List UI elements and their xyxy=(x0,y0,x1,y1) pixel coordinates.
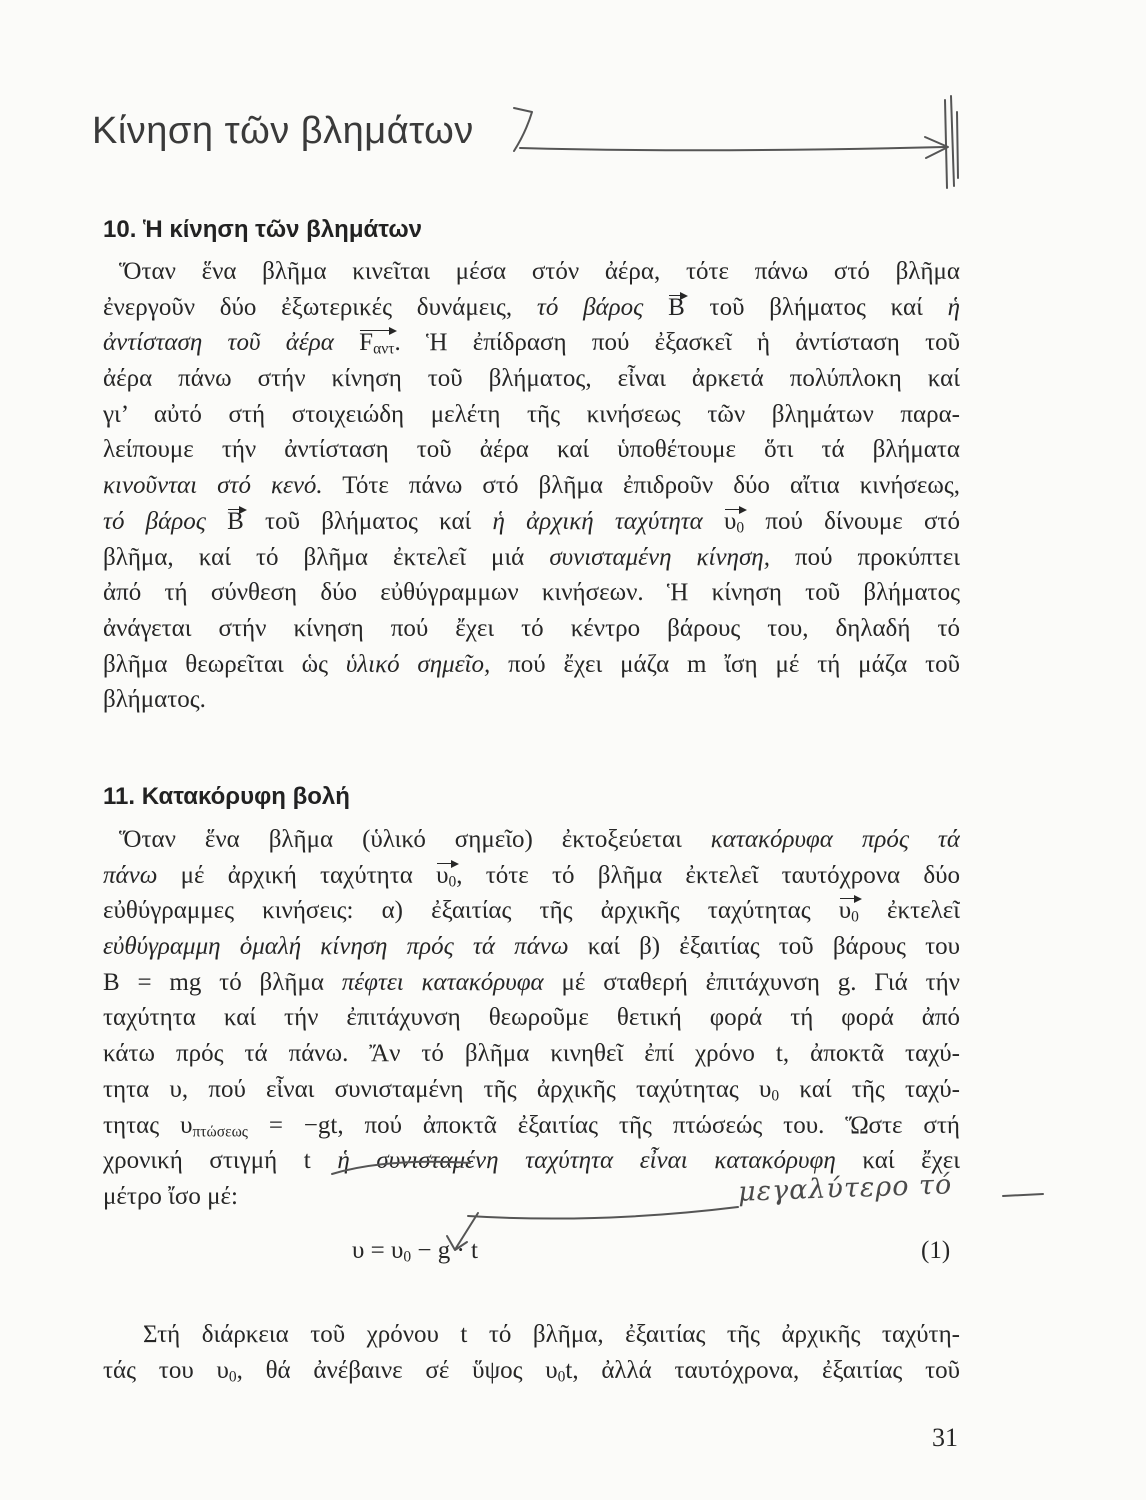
text-line xyxy=(103,575,960,611)
text-run xyxy=(103,1004,960,1031)
text-line xyxy=(103,647,960,683)
run-text: μέ σταθερή ἐπιτάχυνση g. Γιά τήν xyxy=(543,968,960,996)
run-text: Τότε πάνω στό βλῆμα ἐπιδροῦν δύο αἴτια κινήσεως, xyxy=(322,472,960,500)
text-run xyxy=(779,1076,960,1103)
section-10-paragraph xyxy=(103,254,960,718)
text-line xyxy=(103,822,960,858)
run-text: βλῆμα θεωρεῖται ὡς xyxy=(103,650,346,678)
text-line xyxy=(352,1233,672,1269)
subscripted-symbol xyxy=(545,1357,565,1384)
subscript: αντ xyxy=(373,340,395,358)
run-text: ὑλικό σημεῖο, xyxy=(345,650,491,678)
run-text: ἐνεργοῦν δύο ἐξωτερικές δυνάμεις, xyxy=(103,293,537,321)
run-text: υ xyxy=(216,1356,229,1384)
italic-text xyxy=(103,329,359,356)
text-run xyxy=(770,544,960,571)
subscript: 0 xyxy=(557,1368,566,1386)
run-text: μέτρο ἴσο μέ: xyxy=(103,1182,238,1210)
subscript: πτώσεως xyxy=(192,1122,248,1140)
run-text: B xyxy=(668,293,685,321)
run-text: υ xyxy=(436,861,449,889)
text-line xyxy=(103,929,960,965)
run-text: υ xyxy=(759,1075,772,1103)
text-run xyxy=(248,1112,960,1139)
text-line xyxy=(103,1353,960,1389)
text-run xyxy=(103,294,537,321)
italic-text xyxy=(346,651,490,678)
run-text: βλῆμα, καί τό βλῆμα ἐκτελεῖ μιά xyxy=(103,543,550,571)
italic-text xyxy=(103,933,569,960)
run-text: ἡ xyxy=(947,293,960,321)
text-line xyxy=(103,1317,960,1353)
run-text: κινοῦνται στό κενό. xyxy=(103,472,323,500)
text-line xyxy=(103,254,960,290)
text-run xyxy=(119,826,711,853)
subscript: 0 xyxy=(448,873,457,891)
run-text: ἡ ἀρχική ταχύτητα xyxy=(492,507,725,535)
text-run xyxy=(103,436,960,463)
italic-text xyxy=(549,544,770,571)
run-text: . Ἡ ἐπίδραση πού ἐξασκεῖ ἡ ἀντίσταση τοῦ xyxy=(394,329,960,357)
run-text: εὐθύγραμμη ὁμαλή κίνηση πρός τά πάνω xyxy=(103,933,569,961)
margin-bars xyxy=(945,96,958,188)
run-text: βλήματος. xyxy=(103,686,206,714)
text-run xyxy=(103,897,839,924)
text-run xyxy=(544,969,960,996)
run-text: υ xyxy=(545,1356,558,1384)
text-run xyxy=(157,862,436,889)
text-run xyxy=(103,1147,337,1174)
text-run xyxy=(569,933,960,960)
subscripted-symbol xyxy=(180,1112,248,1139)
run-text: υ xyxy=(724,507,737,535)
title-bracket-mark xyxy=(514,108,532,151)
text-run xyxy=(103,651,346,678)
section-11-paragraph xyxy=(103,822,960,1215)
text-run xyxy=(143,1321,960,1348)
italic-text xyxy=(342,969,544,996)
run-text: τοῦ βλήματος καί xyxy=(684,293,948,321)
run-text: υ = xyxy=(352,1237,391,1264)
run-text: B = mg τό βλῆμα xyxy=(103,968,342,996)
run-text: t, ἀλλά ταυτόχρονα, ἐξαιτίας τοῦ xyxy=(565,1356,960,1384)
vector-symbol xyxy=(838,897,859,926)
vector-symbol xyxy=(436,861,457,891)
run-text: ταχύτητα καί τήν ἐπιτάχυνση θεωροῦμε θετική φορά τή φορά ἀπό xyxy=(103,1004,960,1032)
run-text: γι’ αὐτό στή στοιχειώδη μελέτη τῆς κινήσεως τῶν βλημάτων παρα- xyxy=(103,400,960,428)
run-text: πέφτει κατακόρυφα xyxy=(341,968,544,996)
text-run xyxy=(744,508,960,535)
text-run xyxy=(352,1237,391,1264)
run-text: καί ἔχει xyxy=(835,1147,960,1175)
text-run xyxy=(859,897,960,924)
vector-symbol xyxy=(359,329,395,358)
text-line xyxy=(103,468,960,504)
run-text: κάτω πρός τά πάνω. Ἄν τό βλῆμα κινηθεῖ ἐπί χρόνο t, ἀποκτᾶ ταχύ- xyxy=(103,1040,960,1068)
text-run xyxy=(103,1076,759,1103)
vector-symbol xyxy=(227,509,244,534)
text-run xyxy=(103,1183,238,1210)
text-run xyxy=(103,1040,960,1067)
text-run xyxy=(103,1112,180,1139)
text-run xyxy=(411,1237,478,1264)
text-run xyxy=(685,294,948,321)
text-line xyxy=(103,361,960,397)
text-line xyxy=(103,504,960,540)
run-text: συνισταμένη κίνηση, xyxy=(549,543,770,571)
text-run xyxy=(119,258,960,285)
text-run xyxy=(103,1357,216,1384)
text-line xyxy=(103,432,960,468)
text-line xyxy=(103,1036,960,1072)
run-text: ἀντίσταση τοῦ ἀέρα xyxy=(103,329,360,357)
text-run xyxy=(394,329,960,356)
section-10-heading: 10. Ἡ κίνηση τῶν βλημάτων xyxy=(103,216,422,243)
run-text: πάνω xyxy=(103,861,158,889)
italic-text xyxy=(103,508,227,535)
text-line xyxy=(103,1108,960,1144)
run-text: = −gt, πού ἀποκτᾶ ἐξαιτίας τῆς πτώσεώς του. Ὥστε στή xyxy=(247,1111,960,1139)
subscripted-symbol xyxy=(391,1237,411,1264)
run-text: πού προκύπτει xyxy=(769,543,960,571)
text-run xyxy=(103,969,342,996)
run-text: , τότε τό βλῆμα ἐκτελεῖ ταυτόχρονα δύο xyxy=(456,861,960,889)
run-text: τητας xyxy=(103,1111,181,1139)
run-text: , θά ἀνέβαινε σέ ὕψος xyxy=(236,1356,546,1384)
subscript: 0 xyxy=(851,908,859,926)
text-line xyxy=(103,540,960,576)
run-text: τοῦ βλήματος καί xyxy=(243,507,493,535)
text-line xyxy=(103,858,960,894)
equation-1 xyxy=(352,1233,672,1269)
handwritten-note: μεγαλύτερο τό xyxy=(737,1169,953,1208)
note-dash xyxy=(1003,1194,1043,1196)
run-text: πού δίνουμε στό xyxy=(744,507,960,535)
text-line xyxy=(103,682,960,718)
text-run xyxy=(103,401,960,428)
page-number: 31 xyxy=(932,1423,958,1452)
run-text: F xyxy=(359,329,374,357)
text-run xyxy=(237,1357,546,1384)
run-text: τό βάρος xyxy=(536,293,669,321)
text-run xyxy=(565,1357,960,1384)
vector-symbol xyxy=(668,295,685,320)
title-arrow-head xyxy=(925,137,948,158)
run-text: Στή διάρκεια τοῦ χρόνου t τό βλῆμα, ἐξαιτίας τῆς ἀρχικῆς ταχύτη- xyxy=(143,1321,960,1348)
italic-text xyxy=(537,294,668,321)
italic-text xyxy=(337,1147,835,1174)
text-run xyxy=(103,544,549,571)
text-line xyxy=(103,1000,960,1036)
run-text: κατακόρυφα πρός τά xyxy=(710,826,960,853)
run-text: ἐκτελεῖ xyxy=(858,897,960,925)
run-text: καί τῆς ταχύ- xyxy=(779,1075,960,1103)
run-text: υ xyxy=(180,1111,193,1139)
run-text: Ὅταν ἕνα βλῆμα (ὑλικό σημεῖο) ἐκτοξεύεται xyxy=(119,826,711,853)
run-text: ἡ συνισταμένη ταχύτητα εἶναι κατακόρυφη xyxy=(337,1147,836,1175)
equation-number: (1) xyxy=(921,1237,951,1264)
run-text: Ὅταν ἕνα βλῆμα κινεῖται μέσα στόν ἀέρα, τότε πάνω στό βλῆμα xyxy=(119,258,960,285)
text-run xyxy=(456,862,960,889)
section-11-heading: 11. Κατακόρυφη βολή xyxy=(103,783,350,810)
text-run xyxy=(103,686,206,713)
run-text: ἀπό τή σύνθεση δύο εὐθύγραμμων κινήσεων. Ἡ κίνηση τοῦ βλήματος xyxy=(103,579,960,607)
run-text: B xyxy=(227,507,244,535)
subscript: 0 xyxy=(771,1087,780,1105)
text-run xyxy=(103,615,960,642)
run-text: τό βάρος xyxy=(103,507,228,535)
run-text: ἀέρα πάνω στήν κίνηση τοῦ βλήματος, εἶναι ἀρκετά πολύπλοκη καί xyxy=(103,365,960,393)
italic-text xyxy=(493,508,725,535)
run-text: πού ἔχει μάζα m ἴση μέ τή μάζα τοῦ xyxy=(490,650,960,678)
run-text: − g · t xyxy=(411,1237,478,1264)
run-text: ἀνάγεται στήν κίνηση πού ἔχει τό κέντρο βάρους του, δηλαδή τό xyxy=(103,614,960,642)
text-run xyxy=(244,508,493,535)
section-11-continuation-paragraph xyxy=(103,1317,960,1388)
text-line xyxy=(103,965,960,1001)
run-text: μέ ἀρχική ταχύτητα xyxy=(157,861,437,889)
chapter-title: Κίνηση τῶν βλημάτων xyxy=(92,110,474,152)
run-text: υ xyxy=(838,897,852,925)
run-text: λείπουμε τήν ἀντίσταση τοῦ ἀέρα καί ὑποθέτουμε ὅτι τά βλήματα xyxy=(103,436,960,464)
text-run xyxy=(323,472,960,499)
run-text: τητα υ, πού εἶναι συνισταμένη τῆς ἀρχικῆς ταχύτητας xyxy=(103,1075,760,1103)
subscripted-symbol xyxy=(216,1357,236,1384)
italic-text xyxy=(103,862,157,889)
text-run xyxy=(103,365,960,392)
run-text: καί β) ἐξαιτίας τοῦ βάρους του xyxy=(568,933,960,961)
text-line xyxy=(103,1072,960,1108)
text-line xyxy=(103,893,960,929)
text-line xyxy=(103,290,960,326)
run-text: χρονική στιγμή t xyxy=(103,1147,338,1175)
text-run xyxy=(103,579,960,606)
italic-text xyxy=(103,472,323,499)
text-line xyxy=(103,325,960,361)
italic-text xyxy=(948,294,960,321)
subscript: 0 xyxy=(228,1368,237,1386)
title-arrow-line xyxy=(520,147,945,150)
subscripted-symbol xyxy=(759,1076,779,1103)
run-text: εὐθύγραμμες κινήσεις: α) ἐξαιτίας τῆς ἀρχικῆς ταχύτητας xyxy=(103,897,839,925)
text-line xyxy=(103,397,960,433)
italic-text xyxy=(711,826,960,853)
vector-symbol xyxy=(724,507,745,537)
text-line xyxy=(103,611,960,647)
run-text: τάς του xyxy=(103,1356,217,1384)
subscript: 0 xyxy=(403,1248,412,1266)
text-run xyxy=(490,651,960,678)
run-text: υ xyxy=(390,1237,404,1264)
subscript: 0 xyxy=(736,519,745,537)
